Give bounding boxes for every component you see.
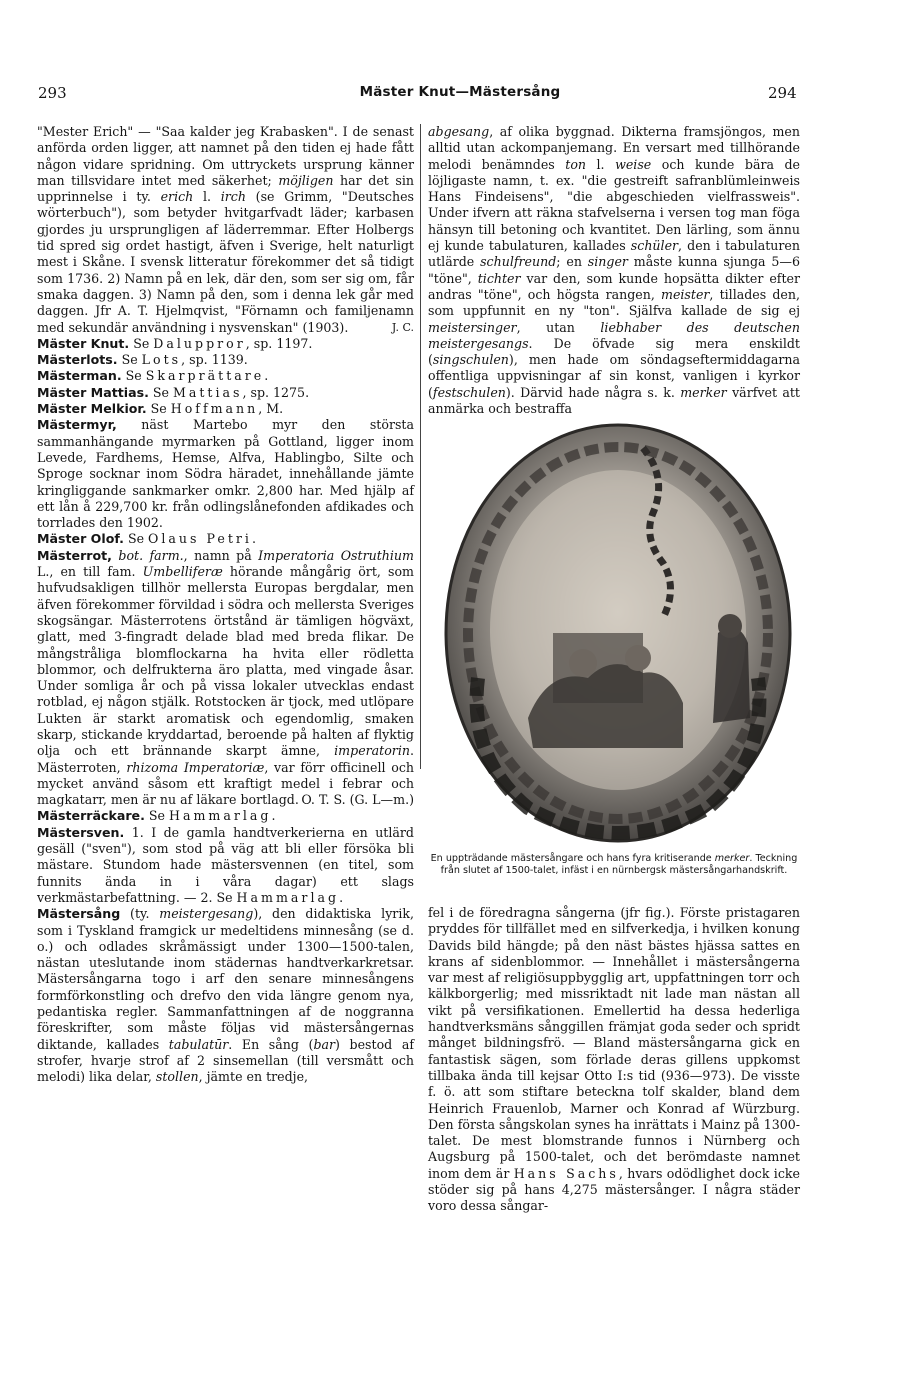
headword: Mästerlots.: [37, 352, 118, 368]
entry-mastersven: Mästersven. 1. I de gamla handtverkerierna en utlärd gesäll ("sven"), som stod på väg att bli eller försöka bli mästare. Stundom hade mästersvennen (en titel, som funnits ända in i våra dagar) ett slags verkmästarbefattning. — 2. Se Hammarlag.: [37, 824, 414, 905]
singer-head: [718, 614, 742, 638]
page-number-right: 294: [768, 84, 797, 102]
page-number-left: 293: [38, 84, 67, 102]
entry-master-knut: Mäster Knut. Se Daluppror, sp. 1197.: [37, 335, 313, 351]
headword: Mäster Olof.: [37, 531, 124, 547]
entry-master-melkior: Mäster Melkior. Se Hoffmann, M.: [37, 401, 284, 417]
cross-reference: Daluppror: [153, 335, 246, 351]
entry-mastersang-continued: abgesang, af olika byggnad. Dikterna framsjöngos, men alltid utan ackompanjemang. En versart med tillhörande melodi benämndes ton l. weise och kunde bära de löjligaste namn, t. ex. "die gestreift safranblümleinweis Hans Findeisens", "die abgeschieden vielfrassweis". Under ifvern att räkna stafvelserna i versen tog man föga hänsyn till betoning och kvantitet. Den lärling, som ännu ej kunde tabulaturen, kallades schüler, den i tabulaturen utlärde schulfreund; en singer måste kunna sjunga 5—6 "töne", tichter var den, som kunde hopsätta dikter efter andras "töne", och högsta rangen, meister, tillades den, som uppfunnit en ny "ton". Själfva kallade de sig ej meistersinger, utan liebhaber des deutschen meistergesangs. De öfvade sig mera enskildt (singschulen), men hade om söndagseftermiddagarna offentliga uppvisningar af sin konst, vanligen i kyrkor (festschulen). Därvid hade några s. k. merker värfvet att anmärka och bestraffa: [428, 124, 800, 417]
running-title: Mäster Knut—Mästersång: [359, 84, 561, 100]
cross-reference: Hans Sachs: [513, 1165, 619, 1181]
headword: Mäster Melkior.: [37, 401, 147, 417]
figure-caption: En uppträdande mästersångare och hans fyra kritiserande merker. Teckning från slutet af 1500-talet, infäst i en nürnbergsk mästersångarhandskrift.: [430, 853, 798, 876]
cross-reference: Hammarlag: [236, 889, 340, 905]
page-header: [0, 84, 920, 112]
engraving-image: [438, 418, 798, 848]
mastersinger-illustration: [438, 418, 798, 848]
author-signature: J. C.: [391, 320, 414, 334]
entry-mastersang-continued-2: fel i de föredragna sångerna (jfr fig.). Förste pristagaren pryddes för tillfället med en silfverkedja, i hvilken konung Davids bild hängde; på den näst bästes hjässa sattes en krans af sidenblommor. — Innehållet i mästersångerna var mest af religiösuppbygglig art, uppfattningen torr och kälkborgerlig; med missriktadt nit lade man nästan all vikt på versifikationen. Emellertid ha dessa hederliga handtverksmäns sånggillen främjat goda seder och spridt månget bildningsfrö. — Bland mästersångarna gick en fantastisk sägen, som förlade deras gillens uppkomst tillbaka ända till kejsar Otto I:s tid (936—973). De visste f. ö. att som stiftare beteckna tolf skalder, bland dem Heinrich Frauenlob, Marner och Konrad af Würzburg. Den första sångskolan synes ha inrättats i Mainz på 1300-talet. De mest blomstrande funnos i Nürnberg och Augsburg på 1500-talet, och det berömdaste namnet inom dem är Hans Sachs, hvars odödlighet dock icke stöder sig på hans 4,275 mästersånger. I några städer voro dessa sångar-: [428, 905, 800, 1214]
headword: Mästerräckare.: [37, 808, 145, 824]
entry-masterrot: Mästerrot, bot. farm., namn på Imperatoria Ostruthium L., en till fam. Umbelliferæ hörande mångårig ört, som hufvudsakligen tillhör mellersta Europas bergdalar, men äfven förekommer förvildad i södra och mellersta Sveriges skogsängar. Mästerrotens örtstånd är tämligen högväxt, glatt, med 3-fingradt delade blad med breda flikar. De mångstråliga blomflockarna ha hvita eller rödletta blommor, och delfrukterna äro platta, med vingade åsar. Under somliga år och på vissa lokaler utvecklas endast rotblad, ej någon stjälk. Rotstocken är tjock, med utlöpare Lukten är starkt aromatisk och egendomlig, smaken skarp, stickande kryddartad, beroende på halten af flyktig olja och ett brännande skarpt ämne, imperatorin. Mästerroten, rhizoma Imperatoriæ, var förr officinell och mycket använd såsom ett kraftigt medel i febrar och magkatarr, men är nu af läkare bortlagd. O. T. S. (G. L—m.): [37, 547, 414, 808]
cross-reference: Lots: [141, 352, 182, 368]
headword: Mästerrot,: [37, 547, 112, 563]
figure-head: [569, 649, 597, 677]
headword: Mäster Knut.: [37, 335, 130, 351]
entry-mester-erich-continued: "Mester Erich" — "Saa kalder jeg Krabasken". I de senast anförda orden ligger, att namnet på den tiden ej hade fått någon vidare spridning. Om uttryckets ursprung känner man tillsvidare intet med säkerhet; möjligen har det sin upprinnelse i ty. erich l. irch (se Grimm, "Deutsches wörterbuch"), som betyder hvitgarfvadt läder; karbasen gjordes ju ursprungligen af läderremmar. Efter Holbergs tid spred sig ordet hastigt, äfven i Sverige, helt naturligt mest i Skåne. I svensk litteratur förekommer det så tidigt som 1736. 2) Namn på en lek, där den, som ser sig om, får smaka daggen. 3) Namn på den, som i denna lek går med daggen. Jfr A. T. Hjelmqvist, "Förnamn och familjenamn med sekundär användning i nysvenskan" (1903). J. C.: [37, 124, 415, 335]
author-signature: O. T. S. (G. L—m.): [301, 792, 414, 808]
cross-reference: Hammarlag: [168, 808, 272, 824]
left-column: [37, 124, 414, 1086]
entry-masterman: Mästerman. Se Skarprättare.: [37, 368, 269, 384]
entry-masterlots: Mästerlots. Se Lots, sp. 1139.: [37, 352, 248, 368]
entry-master-olof: Mäster Olof. Se Olaus Petri.: [37, 531, 256, 547]
cross-reference: Skarprättare: [145, 368, 265, 384]
headword: Mästersven.: [37, 824, 125, 840]
entry-master-mattias: Mäster Mattias. Se Mattias, sp. 1275.: [37, 384, 310, 400]
headword: Mästermyr,: [37, 417, 117, 433]
right-column-bottom: [428, 905, 800, 1215]
headword: Mästerman.: [37, 368, 122, 384]
headword: Mästersång: [37, 906, 121, 922]
figure-head: [625, 645, 651, 671]
cross-reference: Mattias: [172, 384, 243, 400]
entry-mastermyr: Mästermyr, näst Martebo myr den största sammanhängande myrmarken på Gottland, ligger inom Levede, Fardhems, Hemse, Alfva, Hablingbo, Silte och Sproge socknar inom Södra häradet, innehållande jämte kringliggande sankmarker omkr. 2,800 har. Med hjälp af ett lån å 229,700 kr. från odlingslånefonden afdikades och torrlades den 1902.: [37, 417, 414, 531]
column-divider: [420, 124, 421, 769]
headword: Mäster Mattias.: [37, 384, 149, 400]
cross-reference: Olaus Petri: [148, 531, 252, 547]
entry-masterrackare: Mästerräckare. Se Hammarlag.: [37, 808, 276, 824]
cross-reference: Hoffmann: [170, 401, 259, 417]
singer-figure: [713, 627, 750, 723]
entry-mastersang: Mästersång (ty. meistergesang), den didaktiska lyrik, som i Tyskland framgick ur medeltidens minnesång (se d. o.) och odlades skråmässigt under 1300—1500-talen, nästan uteslutande inom städernas handtverkarkretsar. Mästersångarna togo i arf den senare minnesångens formförkonstling och drefvo den vida längre genom nya, pedantiska regler. Sammanfattningen af de noggranna föreskrifter, som måste följas vid mästersångernas diktande, kallades tabulatūr. En sång (bar) bestod af strofer, hvarje strof af 2 sinsemellan (till versmått och melodi) lika delar, stollen, jämte en tredje,: [37, 906, 414, 1085]
right-column-top: [428, 124, 800, 417]
